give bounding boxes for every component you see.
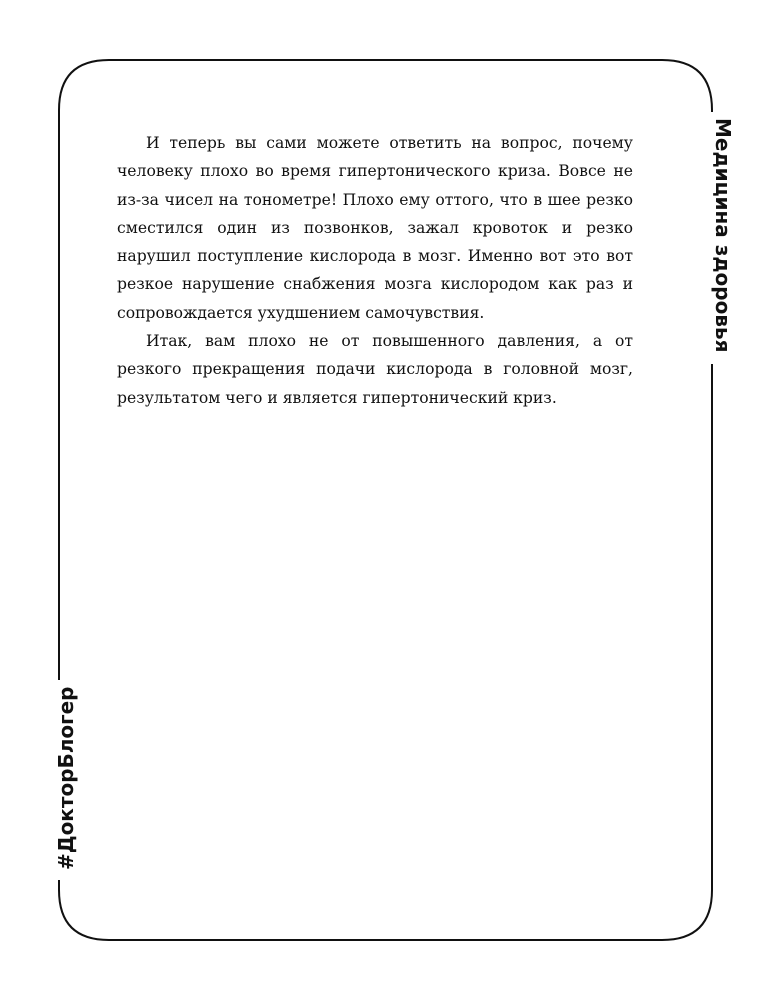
frame-right-lower [59, 350, 712, 940]
paragraph-1: И теперь вы сами можете ответить на вопрос, почему человеку плохо во время гипертонического криза. Вовсе не из-за чисел на тонометре! Плохо ему оттого, что в шее резко сместился один из позвонков, зажал кровоток и резко нарушил поступление кислорода в мозг. Именно вот это вот резкое нарушение снабжения мозга кислородом как раз и сопровождается ухудшением самочувствия. [117, 134, 633, 322]
paragraph-2: Итак, вам плохо не от повышенного давления, а от резкого прекращения подачи кислорода в головной мозг, результатом чего и является гипертонический криз. [117, 332, 633, 407]
body-text [117, 129, 633, 412]
hashtag-label: #ДокторБлогер [54, 681, 78, 877]
section-title-label: Медицина здоровья [711, 112, 735, 364]
